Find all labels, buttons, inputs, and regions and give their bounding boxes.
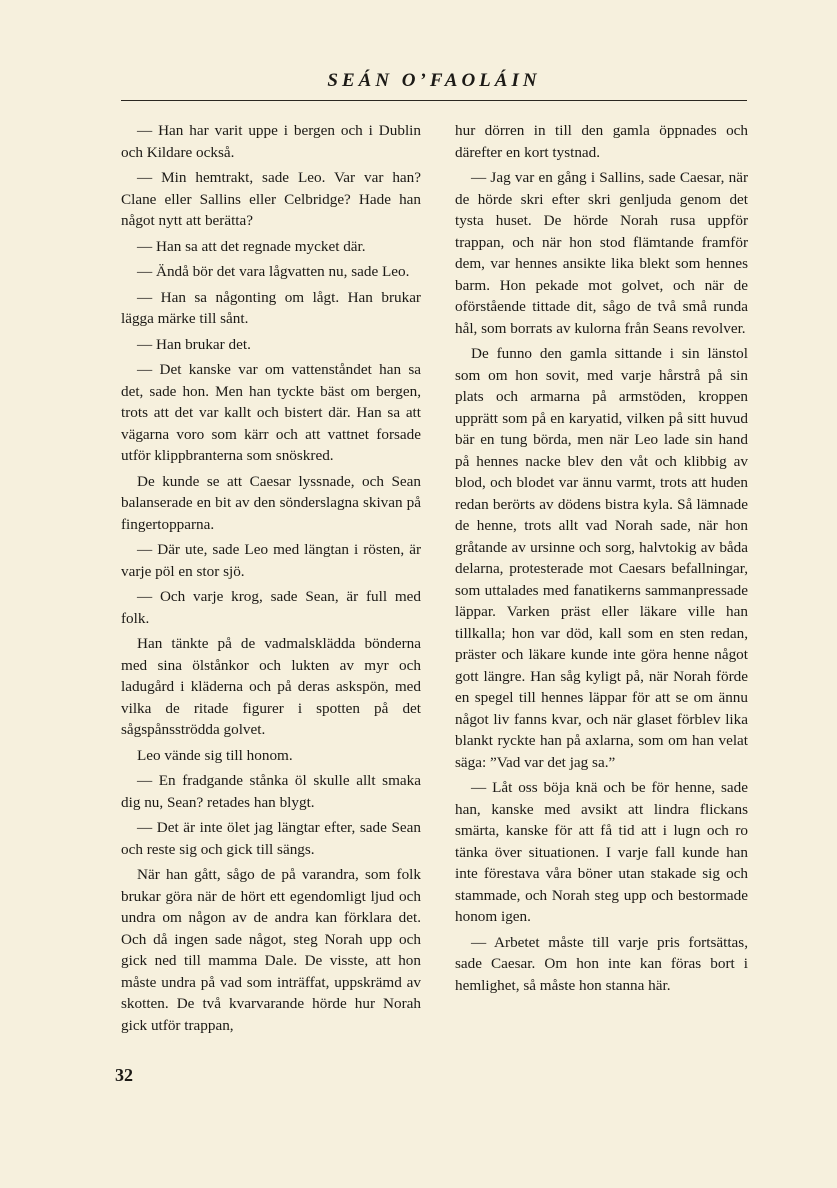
paragraph: — Arbetet måste till varje pris fortsättas, sade Caesar. Om hon inte kan föras bort i hemlighet, så måste hon stanna här. (455, 933, 748, 994)
left-column (121, 120, 421, 1040)
paragraph: — Jag var en gång i Sallins, sade Caesar, när de hörde skri efter skri genljuda genom det tysta huset. De hörde Norah rusa uppför trappan, och när hon stod flämtande framför dem, var hennes ansikte lika blekt som hennes barm. Hon pekade mot golvet, och när de oförstående tittade dit, sågo de två små runda hål, som borrats av kulorna från Seans revolver. (455, 169, 748, 337)
paragraph: — Min hemtrakt, sade Leo. Var var han? Clane eller Sallins eller Celbridge? Hade han något nytt att berätta? (121, 169, 421, 229)
paragraph: Han tänkte på de vadmalsklädda bönderna med sina ölstånkor och lukten av myr och ladugård i kläderna och på deras askspön, med vilka de ritade figurer i spotten på det sågspånsströdda golvet. (121, 635, 421, 738)
paragraph: — Han sa någonting om lågt. Han brukar lägga märke till sånt. (121, 288, 421, 327)
paragraph: — Det är inte ölet jag längtar efter, sade Sean och reste sig och gick till sängs. (121, 819, 421, 858)
paragraph: hur dörren in till den gamla öppnades och därefter en kort tystnad. (455, 122, 748, 161)
right-column (455, 120, 748, 1000)
paragraph: När han gått, sågo de på varandra, som folk brukar göra när de hört ett egendomligt ljud och undra om någon av de andra kan förklara det. Och då ingen sade något, steg Norah upp och gick ned till mamma Dale. De visste, att hon måste undra på vad som inträffat, uppskrämd av skotten. De två kvarvarande hörde hur Norah gick utför trappan, (121, 866, 421, 1034)
paragraph: — Han sa att det regnade mycket där. (137, 237, 366, 255)
paragraph: — Och varje krog, sade Sean, är full med folk. (121, 588, 421, 627)
paragraph: De kunde se att Caesar lyssnade, och Sean balanserade en bit av den sönderslagna skivan på fingertopparna. (121, 472, 421, 533)
paragraph: — Han brukar det. (137, 335, 251, 353)
paragraph: — Det kanske var om vattenståndet han sa det, sade hon. Men han tyckte bäst om bergen, trots att det var kallt och bistert där. Han sa att vägarna voro som kärr och att vattnet forsade utför klippbranterna som snöskred. (121, 361, 421, 464)
page-number: 32 (115, 1065, 133, 1085)
paragraph: Leo vände sig till honom. (137, 746, 293, 764)
paragraph: — En fradgande stånka öl skulle allt smaka dig nu, Sean? retades han blygt. (121, 772, 421, 811)
paragraph: — Ändå bör det vara lågvatten nu, sade Leo. (137, 263, 410, 280)
running-header: SEÁN O’FAOLÁIN (327, 70, 541, 91)
paragraph: — Där ute, sade Leo med längtan i rösten, är varje pöl en stor sjö. (121, 541, 421, 580)
paragraph: — Han har varit uppe i bergen och i Dublin och Kildare också. (121, 122, 421, 161)
header-rule (121, 100, 747, 101)
paragraph: — Låt oss böja knä och be för henne, sade han, kanske med avsikt att lindra flickans smärta, kanske för att få tid att i lugn och ro tänka över situationen. I varje fall kunde han inte förestava våra böner utan stakade sig och stammade, och Norah steg upp och bestormade honom igen. (455, 779, 748, 925)
paragraph: De funno den gamla sittande i sin länstol som om hon sovit, med varje hårstrå på sin plats och armarna på armstöden, kroppen upprätt som på en karyatid, vilken på sitt huvud bär en tung börda, men när Leo lade sin hand på hennes nacke blev den våt och klibbig av blod, och blodet var ännu varmt, trots att huden redan berörts av dödens bistra kyla. Så lämnade de henne, trots allt vad Norah sade, när hon gråtande av ursinne och sorg, halvtokig av båda delarna, protesterade mot Caesars befallningar, som uttalades med fanatikerns sammanpressade läppar. Varken präst eller läkare ville han tillkalla; hon var död, kall som en sten redan, präster och läkare kunde inte göra henne något gott längre. Han såg kyligt på, när Norah förde en spegel till hennes läppar för att se om ännu något liv fanns kvar, och när glaset förblev lika blankt ryckte han på axlarna, som om han velat säga: ”Vad var det jag sa.” (455, 345, 748, 771)
